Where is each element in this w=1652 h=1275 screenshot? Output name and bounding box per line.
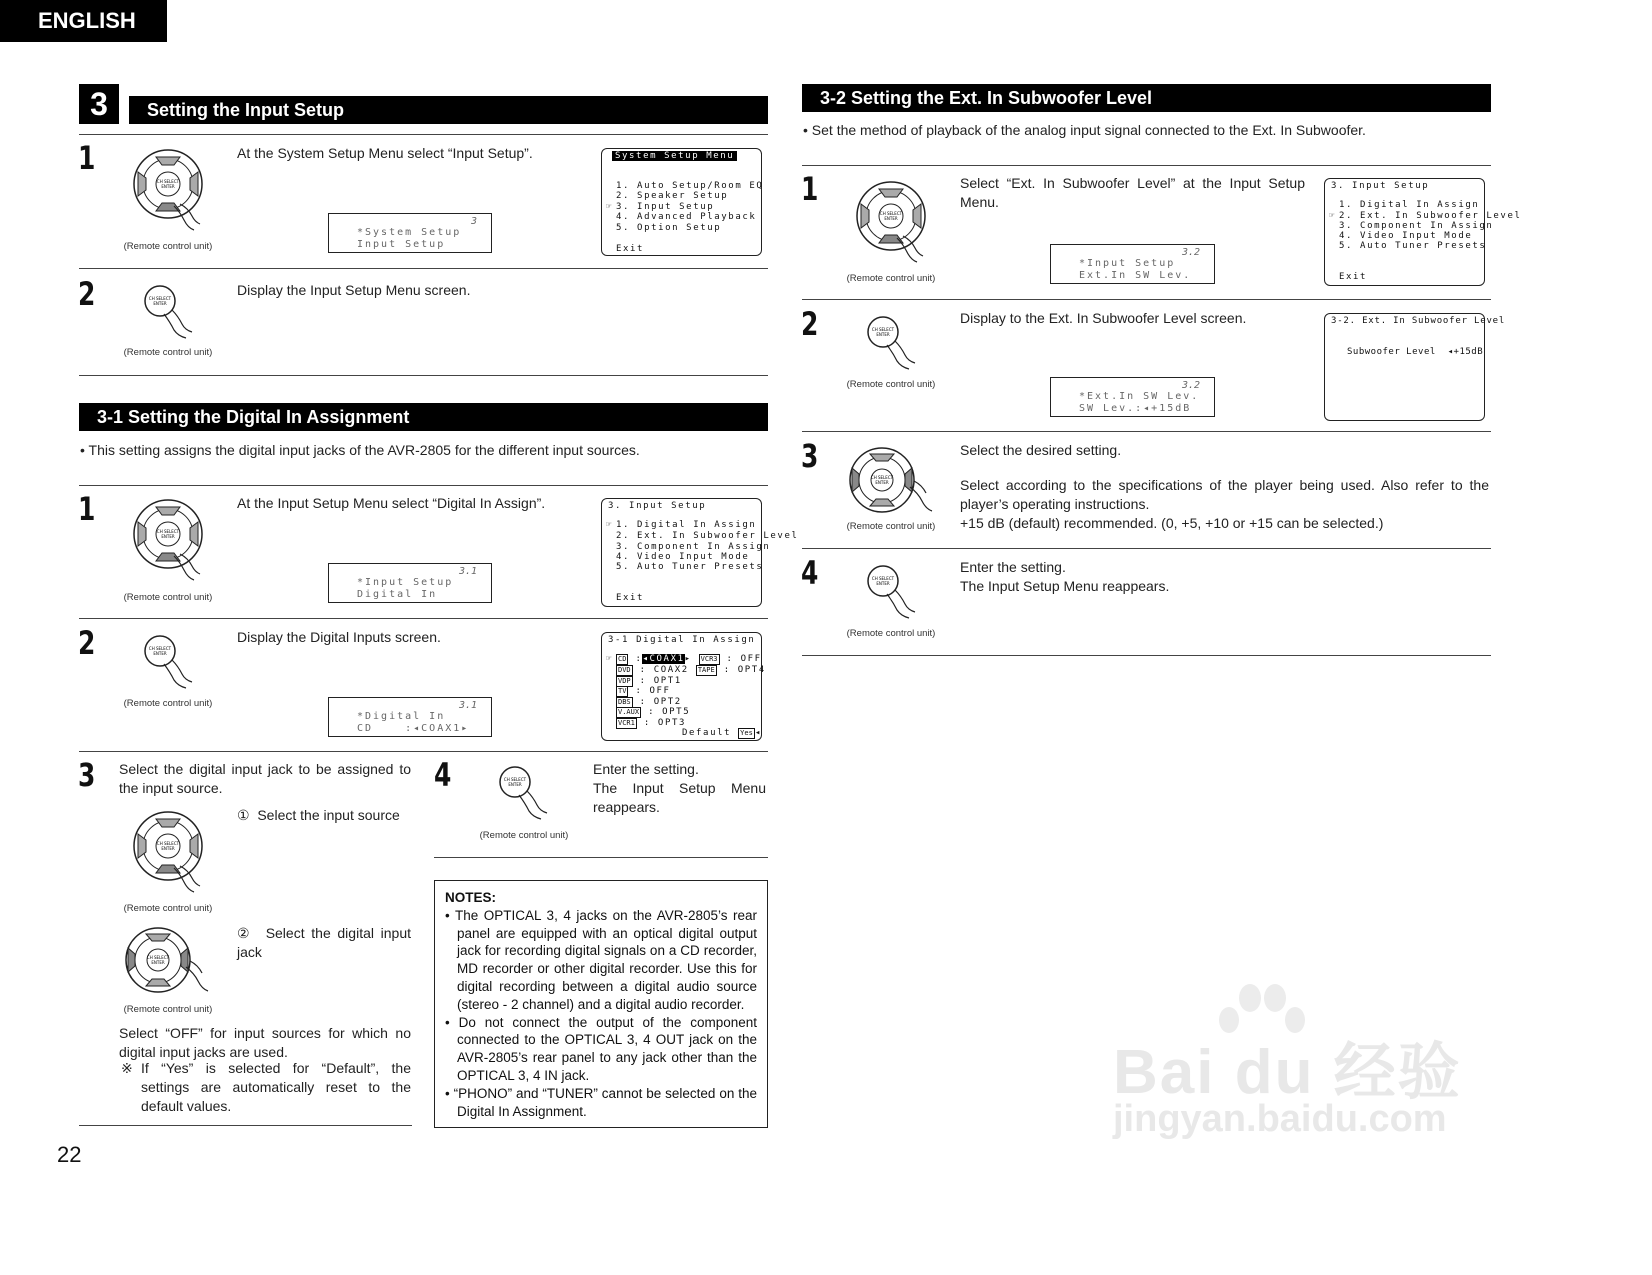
osd-item: 3. Component In Assign <box>1339 221 1494 231</box>
lcd-number: 3.2 <box>1181 380 1200 391</box>
source-tag: V.AUX <box>618 708 640 716</box>
sub-step-text: Select the input source <box>257 807 400 823</box>
osd-value: COAX2 <box>653 665 689 675</box>
remote-caption: (Remote control unit) <box>123 592 213 603</box>
osd-value: OPT1 <box>653 676 682 686</box>
ch-select-label: CH SELECT <box>871 576 895 581</box>
default-value: Yes <box>740 729 753 737</box>
osd-value: OFF <box>740 654 762 664</box>
circled-number: ② <box>237 925 253 941</box>
enter-label: ENTER <box>508 782 522 787</box>
ch-select-label: CH SELECT <box>156 841 180 846</box>
intro-text: Set the method of playback of the analog input signal connected to the Ext. In Subwoofer. <box>811 122 1366 138</box>
osd-value: OPT5 <box>662 707 691 717</box>
remote-enter-button-icon <box>140 284 200 344</box>
divider <box>802 548 1491 549</box>
osd-screen <box>601 148 762 256</box>
note-text: The OPTICAL 3, 4 jacks on the AVR-2805’s rear panel are equipped with an optical digital output jack for recording digital signals on a CD recorder, MD recorder or other digital recorder. Use this for digital recording between a digital audio source (stereo - 2 channel) and a digital audio recorder. <box>455 907 758 1012</box>
osd-screen <box>1324 178 1522 286</box>
notes-box <box>434 880 768 1128</box>
osd-row: CD :◂COAX1▸ VCR3 : OFF <box>618 654 762 664</box>
step-text <box>960 558 1305 596</box>
pointer-hand-icon: ☞ <box>1329 211 1337 221</box>
notes-title: NOTES: <box>445 890 497 905</box>
remote-caption: (Remote control unit) <box>846 273 936 284</box>
osd-row: TV : OFF <box>618 686 671 696</box>
enter-label: ENTER <box>876 581 890 586</box>
divider <box>79 618 768 619</box>
ch-select-label: CH SELECT <box>871 327 895 332</box>
osd-title: 3. Input Setup <box>608 501 707 511</box>
step-text: At the System Setup Menu select “Input Setup”. <box>237 145 533 161</box>
divider <box>802 655 1491 656</box>
enter-label: ENTER <box>153 301 167 306</box>
step-number: 3 <box>801 437 819 475</box>
osd-title: 3-1 Digital In Assign <box>608 635 756 645</box>
source-tag: CD <box>618 655 627 663</box>
osd-title: 3-2. Ext. In Subwoofer Level <box>1331 316 1506 326</box>
pointer-hand-icon: ☞ <box>606 654 614 664</box>
step-number: 4 <box>434 756 452 794</box>
ch-select-label: CH SELECT <box>156 529 180 534</box>
divider <box>79 134 768 135</box>
osd-item: 4. Video Input Mode <box>616 552 750 562</box>
default-note: If “Yes” is selected for “Default”, the settings are automatically reset to the default values. <box>141 1060 411 1114</box>
divider <box>79 485 768 486</box>
step-text: Select the digital input jack to be assigned to the input source. <box>119 761 411 796</box>
language-tab: ENGLISH <box>0 0 167 42</box>
divider <box>79 751 768 752</box>
lcd-display <box>328 213 492 253</box>
osd-item: 1. Digital In Assign <box>616 520 757 530</box>
remote-dpad-icon <box>853 180 931 270</box>
osd-value: COAX1 <box>649 654 685 664</box>
remote-caption: (Remote control unit) <box>123 698 213 709</box>
remote-dpad-icon <box>130 810 208 900</box>
pointer-hand-icon: ☞ <box>606 520 614 530</box>
source-tag: TV <box>618 687 627 695</box>
osd-item: 5. Auto Tuner Presets <box>1339 241 1487 251</box>
lcd-line1: *Ext.In SW Lev. <box>1079 391 1200 402</box>
note-text: “PHONO” and “TUNER” cannot be selected on the Digital In Assignment. <box>453 1085 757 1119</box>
source-tag: VDP <box>618 677 631 685</box>
step-number: 2 <box>78 624 96 662</box>
osd-item: 5. Auto Tuner Presets <box>616 562 764 572</box>
lcd-line1: *Input Setup <box>1079 258 1176 269</box>
source-tag: DVD <box>618 666 631 674</box>
reference-mark: ※ <box>121 1060 133 1076</box>
source-tag: VCR3 <box>700 655 718 663</box>
note-text: Do not connect the output of the component connected to the OPTICAL 3, 4 OUT jack on the AVR-2805’s rear panel to any jack other than the OPTICAL 3, 4 IN jack. <box>457 1014 758 1083</box>
ch-select-label: CH SELECT <box>870 475 894 480</box>
remote-caption: (Remote control unit) <box>123 903 213 914</box>
section-intro: • This setting assigns the digital input jacks of the AVR-2805 for the different input sources. <box>80 442 640 458</box>
osd-value: OFF <box>649 686 671 696</box>
ch-select-label: CH SELECT <box>879 211 903 216</box>
step-text-line: Select according to the specifications of the player being used. Also refer to the player’s operating instructions. <box>960 477 1489 512</box>
lcd-line1: *System Setup <box>357 227 462 238</box>
enter-label: ENTER <box>151 960 165 965</box>
remote-caption: (Remote control unit) <box>846 521 936 532</box>
osd-value: OPT4 <box>737 665 766 675</box>
page-number: 22 <box>57 1142 82 1167</box>
enter-label: ENTER <box>875 480 889 485</box>
step-text-line: Enter the setting. <box>960 559 1066 575</box>
intro-text: This setting assigns the digital input jacks of the AVR-2805 for the different input sources. <box>88 442 640 458</box>
circled-number: ① <box>237 807 250 823</box>
default-label: Default <box>682 728 732 738</box>
lcd-line2: Ext.In SW Lev. <box>1079 270 1192 281</box>
lcd-number: 3.2 <box>1181 247 1200 258</box>
remote-enter-button-icon <box>140 634 200 694</box>
osd-label: Subwoofer Level <box>1347 347 1436 357</box>
osd-screen <box>1324 313 1506 421</box>
step-text-line: The Input Setup Menu reappears. <box>960 578 1170 594</box>
osd-row: DVD : COAX2 TAPE : OPT4 <box>618 665 766 675</box>
sub-step-text: Select the digital input jack <box>237 925 412 960</box>
enter-label: ENTER <box>153 651 167 656</box>
osd-title: 3. Input Setup <box>1331 181 1430 191</box>
step-text-line: The Input Setup Menu reappears. <box>593 780 766 815</box>
osd-item: 4. Advanced Playback <box>616 212 757 222</box>
osd-title: System Setup Menu <box>612 151 737 161</box>
lcd-display <box>1050 377 1215 417</box>
osd-item: 2. Speaker Setup <box>616 191 729 201</box>
ch-select-label: CH SELECT <box>148 296 172 301</box>
remote-caption: (Remote control unit) <box>123 241 213 252</box>
osd-row: VDP : OPT1 <box>618 676 682 686</box>
lcd-display <box>1050 244 1215 284</box>
remote-enter-button-icon <box>863 564 923 624</box>
osd-exit: Exit <box>616 593 645 603</box>
enter-label: ENTER <box>161 534 175 539</box>
source-tag: TAPE <box>697 666 715 674</box>
pointer-hand-icon: ☞ <box>606 202 614 212</box>
remote-enter-button-icon <box>863 315 923 375</box>
ch-select-label: CH SELECT <box>146 955 170 960</box>
osd-exit: Exit <box>616 244 645 254</box>
lcd-line1: *Input Setup <box>357 577 454 588</box>
lcd-number: 3.1 <box>458 700 477 711</box>
lcd-display <box>328 697 492 737</box>
enter-label: ENTER <box>161 846 175 851</box>
step-text: Display the Input Setup Menu screen. <box>237 282 471 298</box>
lcd-number: 3.1 <box>458 566 477 577</box>
section-title: 3-1 Setting the Digital In Assignment <box>79 403 768 431</box>
step-number: 2 <box>78 275 96 313</box>
osd-item: 1. Auto Setup/Room EQ <box>616 181 764 191</box>
step-text: At the Input Setup Menu select “Digital In Assign”. <box>237 495 546 511</box>
section-number: 3 <box>79 84 119 124</box>
divider <box>79 1125 412 1126</box>
sub-step-2 <box>237 924 411 962</box>
remote-dpad-icon <box>130 148 208 238</box>
step-number: 1 <box>801 170 819 208</box>
osd-screen <box>601 632 766 741</box>
lcd-line2: Digital In <box>357 589 438 600</box>
source-tag: DBS <box>618 698 631 706</box>
osd-value: ◂+15dB <box>1447 347 1484 357</box>
section-intro: • Set the method of playback of the analog input signal connected to the Ext. In Subwoofer. <box>803 122 1366 138</box>
osd-row: DBS : OPT2 <box>618 697 682 707</box>
step-number: 1 <box>78 139 96 177</box>
divider <box>79 268 768 269</box>
section-title: 3-2 Setting the Ext. In Subwoofer Level <box>802 84 1491 112</box>
osd-row: V.AUX : OPT5 <box>618 707 691 717</box>
note-item: • “PHONO” and “TUNER” cannot be selected on the Digital In Assignment. <box>445 1085 757 1119</box>
osd-item: 3. Input Setup <box>616 202 715 212</box>
osd-item: 5. Option Setup <box>616 223 722 233</box>
step-text-line: Enter the setting. <box>593 761 699 777</box>
step-number: 3 <box>78 756 96 794</box>
remote-enter-button-icon <box>495 765 555 825</box>
osd-exit: Exit <box>1339 272 1368 282</box>
remote-caption: (Remote control unit) <box>123 347 213 358</box>
step-text: Display to the Ext. In Subwoofer Level screen. <box>960 310 1247 326</box>
osd-setting-row <box>1347 347 1483 357</box>
remote-caption: (Remote control unit) <box>479 830 569 841</box>
ch-select-label: CH SELECT <box>148 646 172 651</box>
divider <box>434 857 768 858</box>
lcd-number: 3 <box>470 216 477 227</box>
ch-select-label: CH SELECT <box>503 777 527 782</box>
source-tag: VCR1 <box>618 719 635 727</box>
step-text <box>593 760 766 817</box>
watermark-url: jingyan.baidu.com <box>1113 1098 1447 1140</box>
remote-dpad-icon <box>130 498 208 588</box>
section-title: Setting the Input Setup <box>129 96 768 124</box>
enter-label: ENTER <box>161 184 175 189</box>
osd-item: 3. Component In Assign <box>616 542 771 552</box>
divider <box>802 299 1491 300</box>
step-text-line: +15 dB (default) recommended. (0, +5, +10 or +15 can be selected.) <box>960 515 1384 531</box>
ch-select-label: CH SELECT <box>156 179 180 184</box>
note-item: • The OPTICAL 3, 4 jacks on the AVR-2805’s rear panel are equipped with an optical digital output jack for recording digital signals on a CD recorder, MD recorder or other digital recorder. Use this for digital recording between a digital audio source (stereo - 2 channel) and a digital audio recorder. <box>445 907 758 1012</box>
divider <box>802 431 1491 432</box>
osd-default: Default Yes ◂ <box>682 728 762 738</box>
note-item: • Do not connect the output of the component connected to the OPTICAL 3, 4 OUT jack on the AVR-2805’s rear panel to any jack other than the OPTICAL 3, 4 IN jack. <box>445 1014 758 1083</box>
divider <box>79 375 768 376</box>
enter-label: ENTER <box>884 216 898 221</box>
off-note: Select “OFF” for input sources for which no digital input jacks are used. <box>119 1025 411 1060</box>
osd-value: OPT3 <box>657 718 686 728</box>
osd-value: OPT2 <box>653 697 682 707</box>
remote-caption: (Remote control unit) <box>123 1004 213 1015</box>
remote-dpad-icon <box>120 925 212 1001</box>
lcd-line2: SW Lev.:◂+15dB <box>1079 403 1192 414</box>
osd-item: 2. Ext. In Subwoofer Level <box>1339 211 1522 221</box>
osd-item: 4. Video Input Mode <box>1339 231 1473 241</box>
watermark-logo: Bai du 经验 <box>1113 1038 1462 1107</box>
osd-row: VCR1 : OPT3 <box>618 718 686 728</box>
lcd-line2: Input Setup <box>357 239 446 250</box>
step-number: 2 <box>801 305 819 343</box>
step-text: Display the Digital Inputs screen. <box>237 629 441 645</box>
step-text <box>960 441 1489 533</box>
osd-screen <box>601 498 799 607</box>
osd-item: 2. Ext. In Subwoofer Level <box>616 531 799 541</box>
lcd-line2: CD :◂COAX1▸ <box>357 723 470 734</box>
divider <box>802 165 1491 166</box>
step-number: 4 <box>801 554 819 592</box>
sub-step-1 <box>237 806 417 825</box>
enter-label: ENTER <box>876 332 890 337</box>
step-text-line: Select the desired setting. <box>960 442 1122 458</box>
osd-item: 1. Digital In Assign <box>1339 200 1480 210</box>
lcd-display <box>328 563 492 603</box>
remote-caption: (Remote control unit) <box>846 379 936 390</box>
step-text: Select “Ext. In Subwoofer Level” at the Input Setup Menu. <box>960 175 1305 210</box>
step-number: 1 <box>78 490 96 528</box>
remote-dpad-icon <box>844 445 936 521</box>
lcd-line1: *Digital In <box>357 711 446 722</box>
remote-caption: (Remote control unit) <box>846 628 936 639</box>
